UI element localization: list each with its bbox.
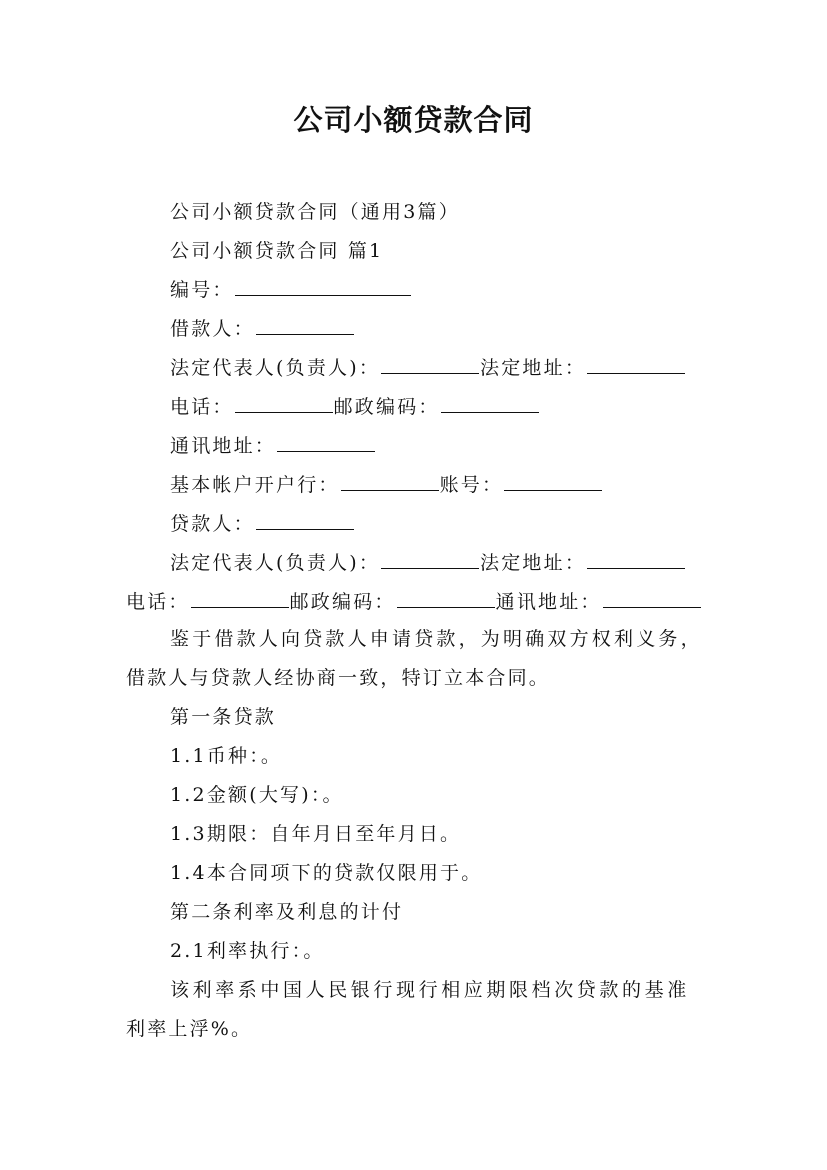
number-label: 编号：	[170, 279, 234, 301]
lender-blank	[256, 511, 354, 530]
item-1-3: 1.3期限：自年月日至年月日。	[170, 823, 462, 845]
lender-phone-label: 电话：	[126, 591, 190, 613]
item-2-1: 2.1利率执行：。	[170, 940, 325, 962]
legal-rep-blank	[381, 355, 479, 374]
phone-blank	[235, 394, 333, 413]
legal-address-blank	[587, 355, 685, 374]
bank-label: 基本帐户开户行：	[170, 474, 340, 496]
account-blank	[504, 472, 602, 491]
lender-mail-address-blank	[603, 589, 701, 608]
lender-contact-line	[126, 588, 702, 616]
borrower-blank	[256, 316, 354, 335]
lender-legal-rep-blank	[381, 550, 479, 569]
bank-account-line	[170, 471, 603, 499]
bank-blank	[341, 472, 439, 491]
item-1-2: 1.2金额(大写)：。	[170, 784, 344, 806]
lender-legal-rep-line	[170, 549, 686, 577]
postcode-blank	[441, 394, 539, 413]
borrower-phone-line	[170, 393, 540, 421]
mail-address-blank	[277, 433, 375, 452]
item-1-4: 1.4本合同项下的贷款仅限用于。	[170, 862, 483, 884]
preamble-line-2: 借款人与贷款人经协商一致，特订立本合同。	[126, 667, 551, 689]
article-1-title: 第一条贷款	[170, 706, 277, 728]
mail-address-label: 通讯地址：	[170, 435, 277, 457]
legal-rep-label: 法定代表人(负责人)：	[170, 357, 381, 379]
lender-legal-address-blank	[587, 550, 685, 569]
account-label: 账号：	[439, 474, 504, 496]
borrower-label: 借款人：	[170, 318, 255, 340]
borrower-legal-rep-line	[170, 354, 686, 382]
lender-phone-blank	[191, 589, 289, 608]
lender-postcode-label: 邮政编码：	[289, 591, 396, 613]
item-1-1: 1.1币种：。	[170, 745, 283, 767]
borrower-mail-address-line	[170, 432, 376, 460]
number-blank	[235, 277, 411, 296]
document-subtitle: 公司小额贷款合同（通用3篇）	[170, 201, 460, 223]
lender-legal-rep-label: 法定代表人(负责人)：	[170, 552, 381, 574]
section-heading: 公司小额贷款合同 篇1	[170, 240, 384, 262]
borrower-field-line	[170, 315, 355, 343]
document-title: 公司小额贷款合同	[293, 103, 534, 137]
lender-legal-address-label: 法定地址：	[480, 552, 587, 574]
rate-line-1: 该利率系中国人民银行现行相应期限档次贷款的基准	[170, 979, 690, 1001]
lender-label: 贷款人：	[170, 513, 255, 535]
lender-mail-address-label: 通讯地址：	[495, 591, 602, 613]
number-field-line	[170, 276, 412, 304]
rate-line-2: 利率上浮%。	[126, 1018, 253, 1040]
legal-address-label: 法定地址：	[480, 357, 587, 379]
phone-label: 电话：	[170, 396, 234, 418]
preamble-line-1: 鉴于借款人向贷款人申请贷款，为明确双方权利义务，	[170, 628, 703, 650]
article-2-title: 第二条利率及利息的计付	[170, 901, 404, 923]
lender-postcode-blank	[397, 589, 495, 608]
lender-field-line	[170, 510, 355, 538]
postcode-label: 邮政编码：	[333, 396, 440, 418]
